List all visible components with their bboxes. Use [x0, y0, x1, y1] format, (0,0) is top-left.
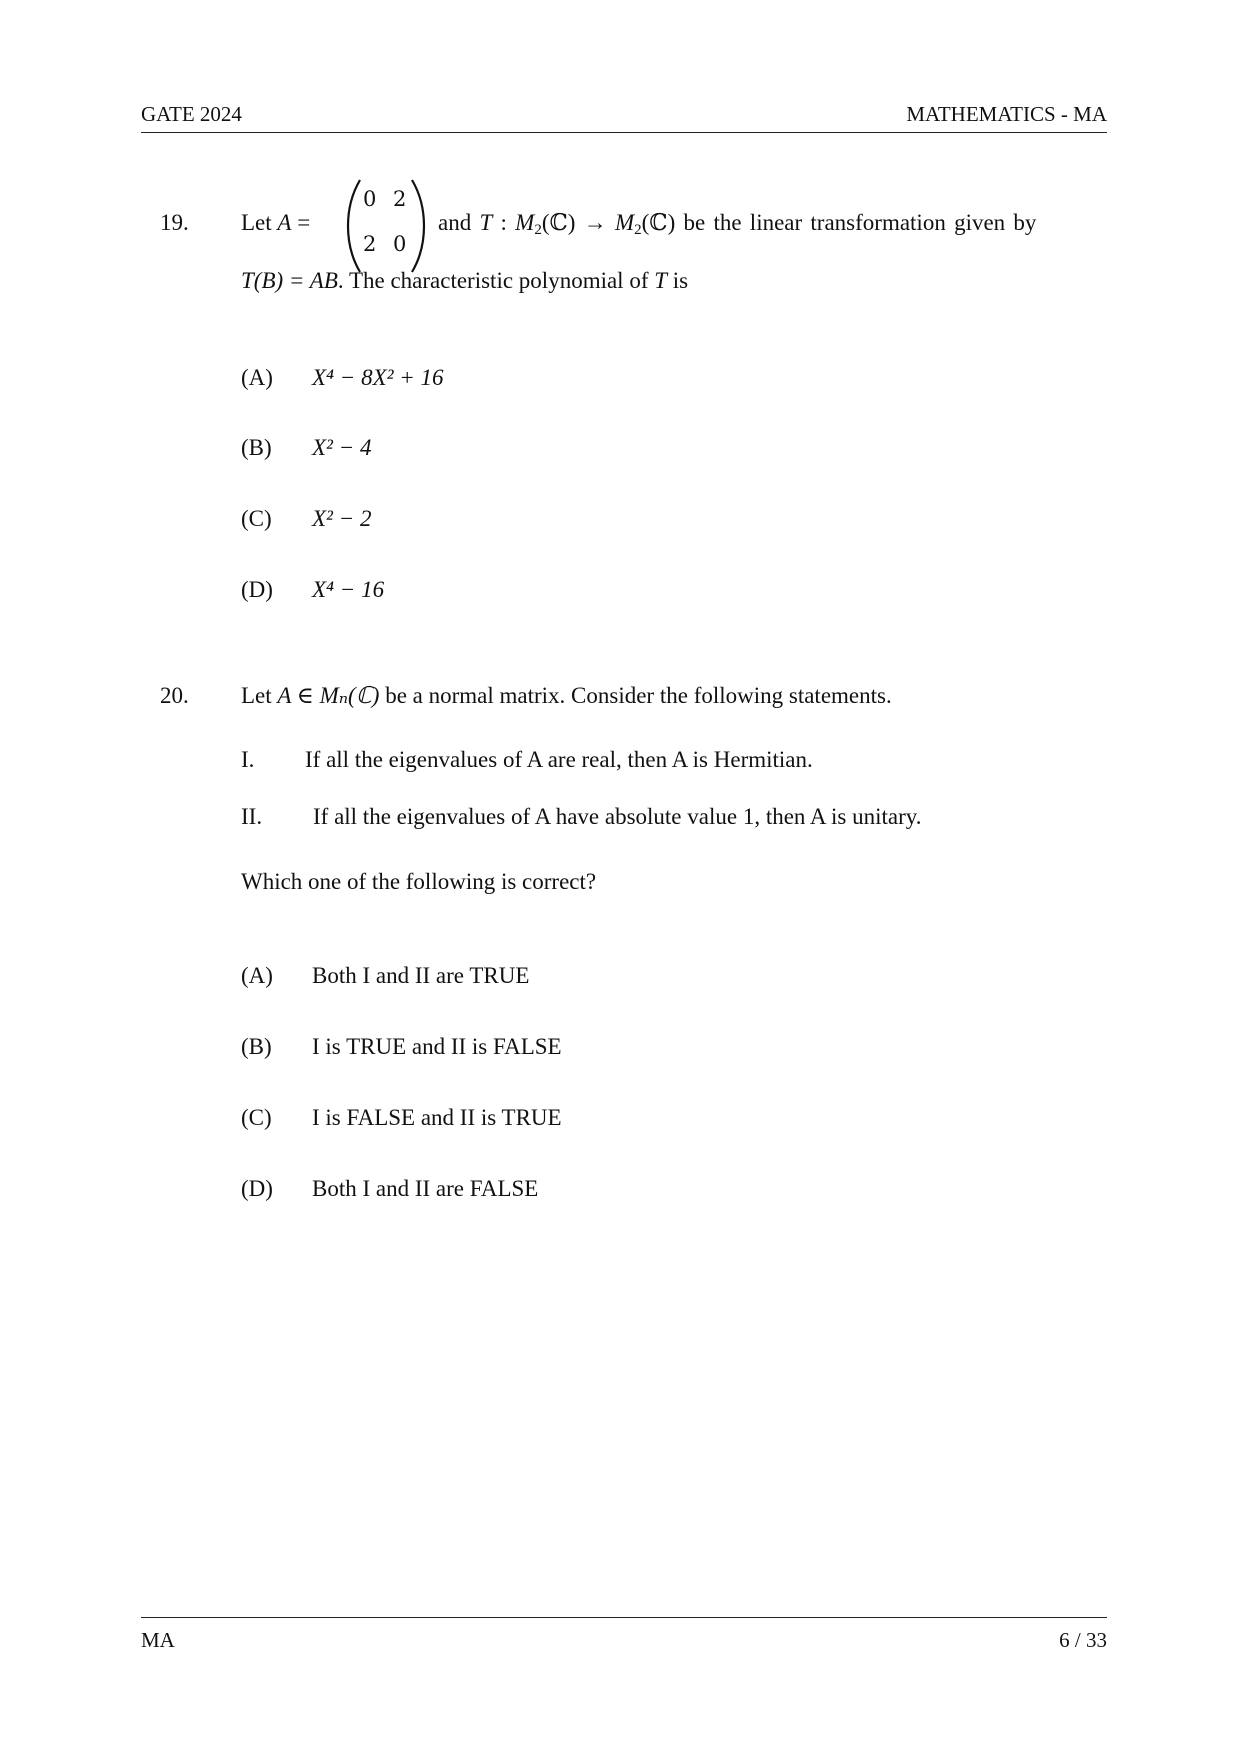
q19-stem-line2 [241, 268, 688, 294]
q20-option-b-label: (B) [241, 1034, 272, 1059]
q19-option-d-text: X⁴ − 16 [312, 577, 385, 602]
q19-line2-text: . The characteristic polynomial of [337, 268, 649, 293]
q20-stem-math: A ∈ Mₙ(ℂ) [277, 683, 380, 708]
header-paper-name: MATHEMATICS - MA [906, 102, 1107, 126]
matrix-cell-21: 2 [363, 232, 377, 256]
q20-number: 20. [160, 683, 189, 708]
q19-line2-T: T [654, 268, 668, 293]
matrix-parentheses-icon [346, 177, 426, 275]
header-rule [141, 132, 1107, 133]
footer-page-number: 6 / 33 [1059, 1628, 1107, 1652]
q19-option-a-text: X⁴ − 8X² + 16 [312, 365, 444, 390]
q19-C-codomain: (ℂ) [641, 210, 676, 235]
q19-transformation-text [438, 210, 1036, 236]
q19-and: and [438, 210, 472, 235]
q19-definition: T(B) = AB [241, 268, 338, 293]
q20-stem [241, 683, 892, 709]
q20-option-d-text: Both I and II are FALSE [312, 1176, 539, 1201]
q19-option-b-label: (B) [241, 435, 272, 460]
q19-M-domain: M [515, 210, 535, 235]
matrix-cell-12: 2 [393, 187, 407, 211]
header-exam-name: GATE 2024 [141, 102, 242, 126]
q19-option-a-label: (A) [241, 365, 273, 390]
q20-option-c-text: I is FALSE and II is TRUE [312, 1105, 562, 1130]
q19-option-c-label: (C) [241, 506, 272, 531]
q19-option-c-text: X² − 2 [312, 506, 372, 531]
q19-M-codomain: M [614, 210, 635, 235]
q19-let: Let [241, 210, 272, 235]
q20-option-c-label: (C) [241, 1105, 272, 1130]
q19-rest-line1: be the linear transformation given by [683, 210, 1037, 235]
q20-option-a-text: Both I and II are TRUE [312, 963, 530, 988]
q19-colon: : [500, 210, 507, 235]
q20-option-a-label: (A) [241, 963, 273, 988]
q19-sub-domain: 2 [534, 222, 542, 238]
footer-paper-code: MA [141, 1628, 175, 1652]
q19-matrix-name: A [277, 210, 292, 235]
q19-line2-is: is [672, 268, 689, 293]
q19-option-d-label: (D) [241, 577, 273, 602]
q20-statement-1-label: I. [241, 747, 255, 772]
matrix-cell-11: 0 [363, 187, 377, 211]
q20-stem-post: be a normal matrix. Consider the following statements. [385, 683, 892, 708]
q19-T: T [479, 210, 493, 235]
q20-statement-2-label: II. [241, 804, 263, 829]
q19-matrix [346, 177, 426, 275]
q19-sub-codomain: 2 [634, 222, 642, 238]
footer-rule [141, 1617, 1107, 1618]
q20-statement-1-text: If all the eigenvalues of A are real, then A is Hermitian. [305, 747, 813, 772]
q20-option-d-label: (D) [241, 1176, 273, 1201]
q19-option-b-text: X² − 4 [312, 435, 372, 460]
q20-stem-pre: Let [241, 683, 272, 708]
matrix-cell-22: 0 [393, 232, 407, 256]
q19-C-domain: (ℂ) [541, 210, 576, 235]
q20-statement-2-text: If all the eigenvalues of A have absolute value 1, then A is unitary. [313, 804, 922, 829]
q19-number: 19. [160, 210, 189, 235]
q19-equals: = [297, 210, 311, 235]
q19-stem-line1 [241, 187, 1107, 256]
q20-option-b-text: I is TRUE and II is FALSE [312, 1034, 562, 1059]
q20-prompt: Which one of the following is correct? [241, 869, 597, 894]
q19-arrow: → [583, 210, 607, 235]
